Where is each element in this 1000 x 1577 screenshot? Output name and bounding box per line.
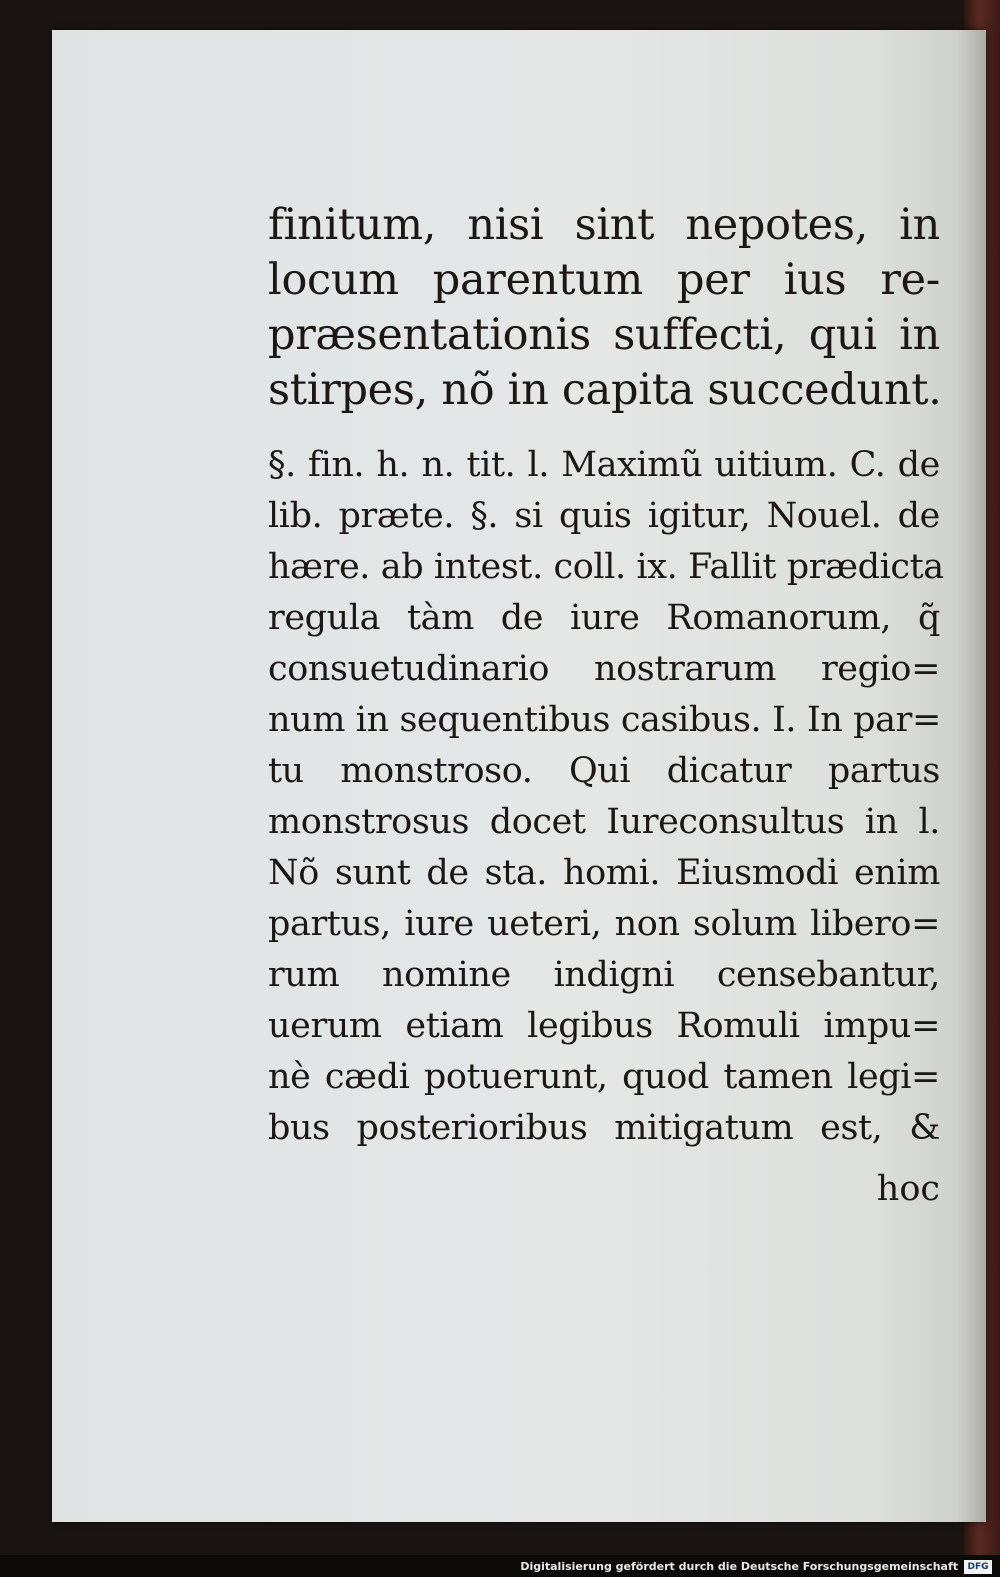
text-line: monstrosus docet Iureconsultus in l.: [268, 802, 940, 842]
text-line: lib. præte. §. si quis igitur, Nouel. de: [268, 496, 940, 536]
text-line: consuetudinario nostrarum regio=: [268, 649, 940, 689]
text-line: locum parentum per ius re-: [268, 255, 940, 305]
text-line: nè cædi potuerunt, quod tamen legi=: [268, 1057, 940, 1097]
text-line: uerum etiam legibus Romuli impu=: [268, 1006, 940, 1046]
book-page: [52, 30, 986, 1522]
text-line: stirpes, nõ in capita succedunt.: [268, 365, 942, 415]
footer-credit: Digitalisierung gefördert durch die Deutsche Forschungsgemeinschaft: [520, 1560, 958, 1573]
text-line: bus posterioribus mitigatum est, &: [268, 1108, 940, 1148]
text-line: hære. ab intest. coll. ix. Fallit prædicta: [268, 547, 944, 587]
text-line: partus, iure ueteri, non solum libero=: [268, 904, 940, 944]
footer-bar: [0, 1555, 1000, 1577]
page-text: [268, 198, 944, 1215]
text-line: Nõ sunt de sta. homi. Eiusmodi enim: [268, 853, 940, 893]
page-curl-shadow: [956, 30, 986, 1522]
text-line: rum nomine indigni censebantur,: [268, 955, 940, 995]
catchword: hoc: [876, 1169, 940, 1209]
text-line: num in sequentibus casibus. I. In par=: [268, 700, 941, 740]
text-line: tu monstroso. Qui dicatur partus: [268, 751, 940, 791]
text-line: §. fin. h. n. tit. l. Maximũ uitium. C. de: [268, 445, 940, 485]
dfg-logo-icon: DFG: [964, 1560, 992, 1574]
text-line: præsentationis suffecti, qui in: [268, 310, 940, 360]
paragraph-gap: [268, 418, 940, 440]
text-line: finitum, nisi sint nepotes, in: [268, 200, 940, 250]
text-line: regula tàm de iure Romanorum, q̃: [268, 598, 940, 638]
